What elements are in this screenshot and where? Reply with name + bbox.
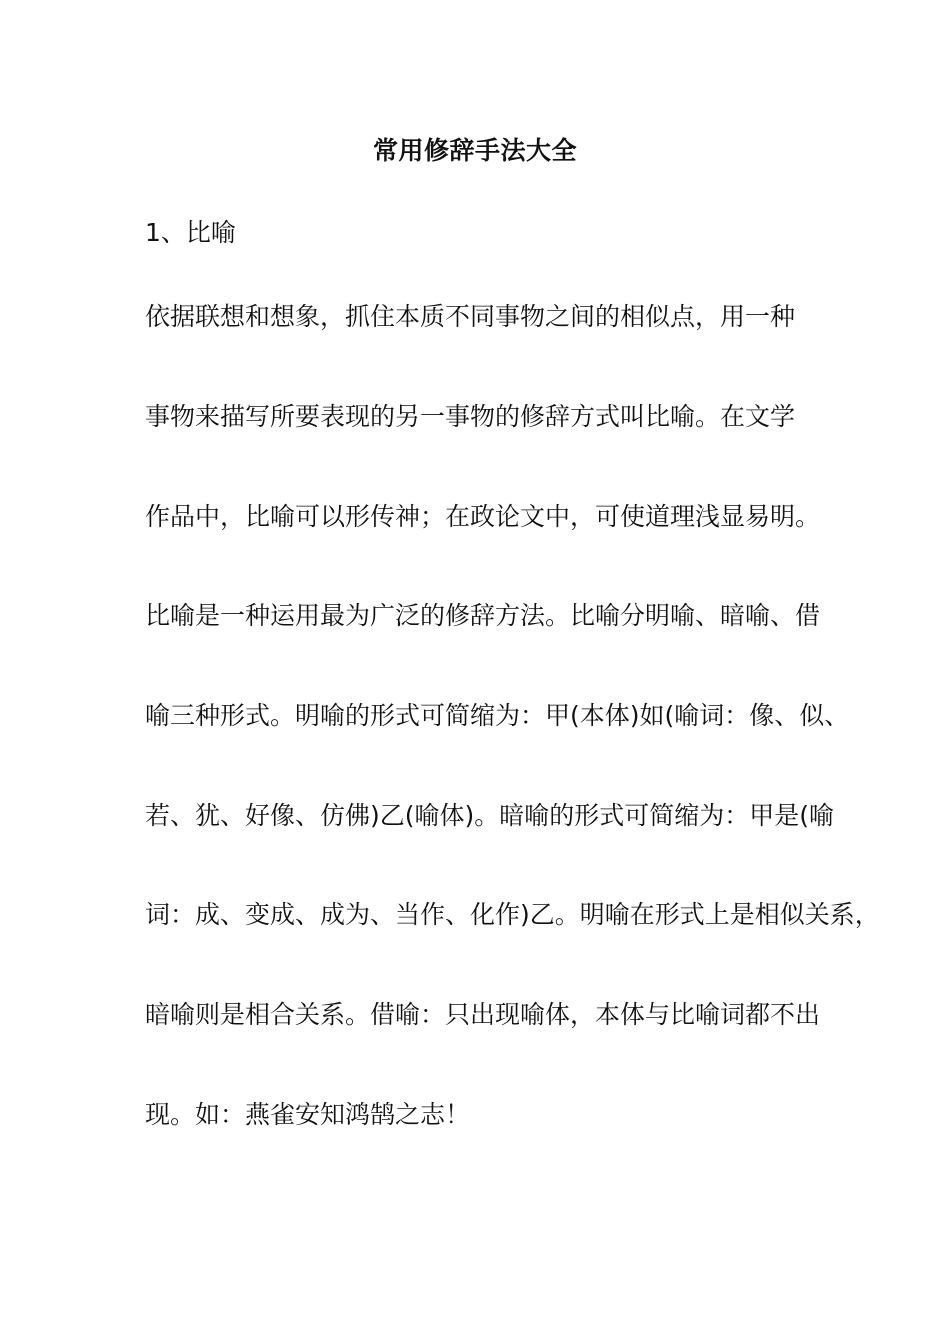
paragraph-line-3: 作品中，比喻可以形传神；在政论文中，可使道理浅显易明。	[145, 502, 821, 531]
document-title: 常用修辞手法大全	[372, 136, 577, 165]
section-heading: 1、比喻	[145, 218, 236, 247]
paragraph-line-6: 若、犹、好像、仿佛)乙(喻体)。暗喻的形式可简缩为：甲是(喻	[145, 801, 835, 830]
paragraph-line-9: 现。如：燕雀安知鸿鹄之志！	[145, 1100, 471, 1129]
paragraph-line-2: 事物来描写所要表现的另一事物的修辞方式叫比喻。在文学	[145, 402, 796, 431]
paragraph-line-5: 喻三种形式。明喻的形式可简缩为：甲(本体)如(喻词：像、似、	[145, 701, 850, 730]
paragraph-line-8: 暗喻则是相合关系。借喻：只出现喻体，本体与比喻词都不出	[145, 1000, 821, 1029]
paragraph-line-1: 依据联想和想象，抓住本质不同事物之间的相似点，用一种	[145, 302, 796, 331]
paragraph-line-7: 词：成、变成、成为、当作、化作)乙。明喻在形式上是相似关系，	[145, 900, 880, 929]
paragraph-line-4: 比喻是一种运用最为广泛的修辞方法。比喻分明喻、暗喻、借	[145, 601, 821, 630]
